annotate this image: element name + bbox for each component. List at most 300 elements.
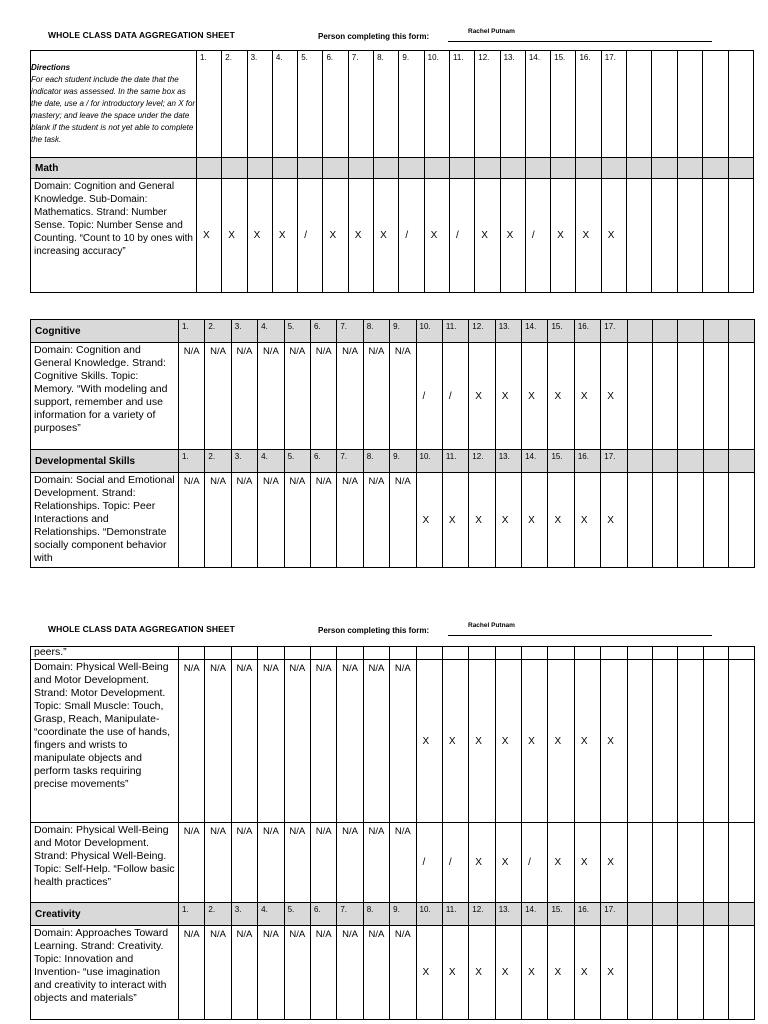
self-help-text: Domain: Physical Well-Being and Motor Development. Strand: Physical Well-Being. Topic: Self-Help. “Follow basic health practices” [31,823,179,903]
cognitive-mark-10: / [416,343,442,450]
continuation-cell-4 [258,647,284,660]
self-help-mark-10: / [416,823,442,903]
blank-cell [653,926,678,1020]
blank-cell [729,473,754,568]
fine-motor-mark-6: N/A [310,660,336,823]
developmental-indicator-row [31,473,755,568]
blank-cell [678,343,703,450]
directions-row [31,51,754,158]
column-number-8: 8. [363,903,389,926]
math-header-row [31,158,754,179]
blank-cell [627,903,652,926]
continuation-table [30,646,755,1020]
column-number-9: 9. [390,320,416,343]
developmental-mark-15: X [548,473,574,568]
math-indicator-text: Domain: Cognition and General Knowledge. Sub-Domain: Mathematics. Strand: Number Sense. Topic: Number Sense and Counting. “Count to 10 by ones with increasing accuracy” [31,179,197,293]
blank-cell [653,320,678,343]
column-number-16: 16. [574,450,600,473]
math-header-cell-1 [197,158,222,179]
column-number-6: 6. [310,903,336,926]
math-mark-11: / [449,179,474,293]
developmental-mark-6: N/A [310,473,336,568]
column-number-13: 13. [495,903,521,926]
math-header-cell-13 [500,158,525,179]
self-help-mark-8: N/A [363,823,389,903]
blank-cell [653,647,678,660]
developmental-label: Developmental Skills [31,450,179,473]
fine-motor-mark-3: N/A [231,660,257,823]
math-mark-7: X [348,179,373,293]
cognitive-mark-8: N/A [363,343,389,450]
column-number-6: 6. [310,320,336,343]
self-help-mark-6: N/A [310,823,336,903]
blank-cell [627,320,652,343]
continuation-cell-17 [601,647,627,660]
cognitive-mark-2: N/A [205,343,231,450]
sheet-title: WHOLE CLASS DATA AGGREGATION SHEET [48,30,235,40]
developmental-mark-8: N/A [363,473,389,568]
creativity-mark-14: X [522,926,548,1020]
column-number-6: 6. [323,51,348,158]
creativity-mark-13: X [495,926,521,1020]
column-number-15: 15. [548,450,574,473]
column-number-11: 11. [449,51,474,158]
column-number-3: 3. [231,450,257,473]
math-header-cell-3 [247,158,272,179]
blank-cell [729,647,754,660]
blank-cell [653,823,678,903]
column-number-17: 17. [601,320,627,343]
column-number-5: 5. [284,450,310,473]
fine-motor-mark-2: N/A [205,660,231,823]
creativity-mark-5: N/A [284,926,310,1020]
creativity-mark-3: N/A [231,926,257,1020]
blank-cell [678,660,703,823]
column-number-10: 10. [424,51,449,158]
creativity-mark-7: N/A [337,926,363,1020]
blank-cell [627,343,652,450]
column-number-2: 2. [205,320,231,343]
person-line-2 [448,635,712,636]
blank-cell [729,926,754,1020]
creativity-header-row [31,903,755,926]
math-header-cell-2 [222,158,247,179]
blank-cell [703,51,728,158]
developmental-mark-14: X [522,473,548,568]
math-mark-10: X [424,179,449,293]
column-number-11: 11. [442,450,468,473]
cognitive-mark-6: N/A [310,343,336,450]
blank-cell [703,926,728,1020]
math-mark-1: X [197,179,222,293]
math-mark-16: X [576,179,601,293]
creativity-indicator-row [31,926,755,1020]
column-number-13: 13. [500,51,525,158]
developmental-mark-11: X [442,473,468,568]
fine-motor-text: Domain: Physical Well-Being and Motor Development. Strand: Motor Development. Topic: Small Muscle: Touch, Grasp, Reach, Manipulate- “coordinate the use of hands, fingers and wrists to manipulate objects and perform tasks requiring precise movements” [31,660,179,823]
blank-cell [729,660,754,823]
developmental-mark-16: X [574,473,600,568]
column-number-1: 1. [179,450,205,473]
blank-cell [677,179,702,293]
continuation-cell-16 [574,647,600,660]
self-help-mark-13: X [495,823,521,903]
column-number-12: 12. [475,51,500,158]
fine-motor-mark-9: N/A [390,660,416,823]
math-mark-4: X [272,179,297,293]
math-mark-3: X [247,179,272,293]
blank-cell [729,823,754,903]
cognitive-mark-4: N/A [258,343,284,450]
continuation-text: peers.” [31,647,179,660]
cognitive-mark-15: X [548,343,574,450]
continuation-row [31,647,755,660]
creativity-label: Creativity [31,903,179,926]
fine-motor-mark-13: X [495,660,521,823]
continuation-cell-5 [284,647,310,660]
column-number-15: 15. [551,51,576,158]
cognitive-mark-7: N/A [337,343,363,450]
creativity-mark-17: X [601,926,627,1020]
column-number-1: 1. [179,320,205,343]
blank-cell [653,473,678,568]
developmental-mark-2: N/A [205,473,231,568]
creativity-mark-16: X [574,926,600,1020]
creativity-mark-10: X [416,926,442,1020]
creativity-indicator-text: Domain: Approaches Toward Learning. Strand: Creativity. Topic: Innovation and Invention- “use imagination and creativity to interact with objects and materials” [31,926,179,1020]
blank-cell [678,903,703,926]
column-number-7: 7. [348,51,373,158]
math-label: Math [31,158,197,179]
self-help-mark-2: N/A [205,823,231,903]
blank-cell [652,158,677,179]
blank-cell [703,903,728,926]
creativity-mark-12: X [469,926,495,1020]
continuation-cell-14 [522,647,548,660]
developmental-mark-9: N/A [390,473,416,568]
continuation-cell-1 [179,647,205,660]
person-line [448,41,712,42]
math-mark-13: X [500,179,525,293]
developmental-mark-10: X [416,473,442,568]
column-number-1: 1. [197,51,222,158]
cognitive-mark-5: N/A [284,343,310,450]
continuation-cell-12 [469,647,495,660]
column-number-15: 15. [548,903,574,926]
column-number-16: 16. [574,320,600,343]
column-number-14: 14. [522,450,548,473]
blank-cell [677,51,702,158]
cognitive-table [30,319,755,568]
math-header-cell-17 [601,158,626,179]
blank-cell [729,450,754,473]
fine-motor-mark-5: N/A [284,660,310,823]
math-mark-5: / [298,179,323,293]
column-number-2: 2. [205,903,231,926]
blank-cell [728,158,753,179]
self-help-mark-5: N/A [284,823,310,903]
cognitive-mark-13: X [495,343,521,450]
column-number-14: 14. [522,903,548,926]
continuation-cell-3 [231,647,257,660]
developmental-mark-4: N/A [258,473,284,568]
blank-cell [653,660,678,823]
blank-cell [703,647,728,660]
blank-cell [627,473,652,568]
column-number-13: 13. [495,450,521,473]
math-mark-15: X [551,179,576,293]
blank-cell [703,179,728,293]
creativity-mark-1: N/A [179,926,205,1020]
blank-cell [728,179,753,293]
column-number-6: 6. [310,450,336,473]
math-mark-6: X [323,179,348,293]
column-number-9: 9. [390,903,416,926]
column-number-5: 5. [284,903,310,926]
column-number-2: 2. [205,450,231,473]
directions-text: For each student include the date that the indicator was assessed. In the same box as the date, use a / for introductory level; an X for mastery; and leave the space under the date blank if the student is not yet able to complete the task. [31,75,196,144]
cognitive-indicator-row [31,343,755,450]
math-header-cell-14 [525,158,550,179]
column-number-17: 17. [601,903,627,926]
cognitive-label: Cognitive [31,320,179,343]
cognitive-mark-1: N/A [179,343,205,450]
creativity-mark-15: X [548,926,574,1020]
fine-motor-mark-4: N/A [258,660,284,823]
fine-motor-mark-12: X [469,660,495,823]
developmental-mark-12: X [469,473,495,568]
blank-cell [653,343,678,450]
self-help-mark-15: X [548,823,574,903]
math-header-cell-6 [323,158,348,179]
fine-motor-mark-15: X [548,660,574,823]
fine-motor-mark-1: N/A [179,660,205,823]
column-number-5: 5. [284,320,310,343]
fine-motor-mark-17: X [601,660,627,823]
cognitive-mark-3: N/A [231,343,257,450]
cognitive-mark-14: X [522,343,548,450]
cognitive-mark-17: X [601,343,627,450]
developmental-mark-5: N/A [284,473,310,568]
continuation-cell-8 [363,647,389,660]
directions-cell [31,51,197,158]
blank-cell [678,647,703,660]
column-number-7: 7. [337,450,363,473]
self-help-mark-4: N/A [258,823,284,903]
blank-cell [652,51,677,158]
self-help-mark-11: / [442,823,468,903]
column-number-16: 16. [574,903,600,926]
column-number-2: 2. [222,51,247,158]
column-number-4: 4. [258,450,284,473]
creativity-mark-8: N/A [363,926,389,1020]
continuation-cell-10 [416,647,442,660]
person-name-2: Rachel Putnam [468,622,515,629]
column-number-11: 11. [442,320,468,343]
blank-cell [729,343,754,450]
column-number-14: 14. [522,320,548,343]
column-number-7: 7. [337,320,363,343]
blank-cell [627,450,652,473]
developmental-mark-17: X [601,473,627,568]
blank-cell [703,473,728,568]
self-help-mark-12: X [469,823,495,903]
blank-cell [627,660,652,823]
blank-cell [677,158,702,179]
column-number-3: 3. [231,903,257,926]
person-name: Rachel Putnam [468,28,515,35]
math-header-cell-9 [399,158,424,179]
continuation-cell-7 [337,647,363,660]
math-header-cell-12 [475,158,500,179]
blank-cell [652,179,677,293]
blank-cell [627,158,652,179]
cognitive-header-row [31,320,755,343]
self-help-mark-9: N/A [390,823,416,903]
self-help-mark-1: N/A [179,823,205,903]
math-header-cell-11 [449,158,474,179]
column-number-12: 12. [469,903,495,926]
cognitive-mark-12: X [469,343,495,450]
column-number-8: 8. [363,320,389,343]
creativity-mark-6: N/A [310,926,336,1020]
creativity-mark-4: N/A [258,926,284,1020]
blank-cell [703,660,728,823]
column-number-13: 13. [495,320,521,343]
blank-cell [653,903,678,926]
fine-motor-row [31,660,755,823]
continuation-cell-15 [548,647,574,660]
continuation-cell-2 [205,647,231,660]
fine-motor-mark-16: X [574,660,600,823]
developmental-mark-3: N/A [231,473,257,568]
column-number-16: 16. [576,51,601,158]
math-header-cell-7 [348,158,373,179]
self-help-mark-14: / [522,823,548,903]
column-number-3: 3. [247,51,272,158]
column-number-9: 9. [399,51,424,158]
column-number-8: 8. [363,450,389,473]
math-mark-2: X [222,179,247,293]
blank-cell [653,450,678,473]
blank-cell [703,450,728,473]
column-number-4: 4. [258,903,284,926]
sheet-title-2: WHOLE CLASS DATA AGGREGATION SHEET [48,624,235,634]
column-number-1: 1. [179,903,205,926]
blank-cell [678,926,703,1020]
continuation-cell-13 [495,647,521,660]
blank-cell [627,51,652,158]
cognitive-mark-16: X [574,343,600,450]
self-help-mark-3: N/A [231,823,257,903]
column-number-15: 15. [548,320,574,343]
blank-cell [627,179,652,293]
column-number-12: 12. [469,320,495,343]
column-number-14: 14. [525,51,550,158]
directions-heading: Directions [31,63,71,72]
blank-cell [627,823,652,903]
math-mark-14: / [525,179,550,293]
fine-motor-mark-14: X [522,660,548,823]
self-help-mark-7: N/A [337,823,363,903]
cognitive-indicator-text: Domain: Cognition and General Knowledge. Strand: Cognitive Skills. Topic: Memory. “With modeling and support, remember and use information for a variety of purposes” [31,343,179,450]
blank-cell [703,320,728,343]
creativity-mark-2: N/A [205,926,231,1020]
column-number-9: 9. [390,450,416,473]
column-number-11: 11. [442,903,468,926]
self-help-mark-17: X [601,823,627,903]
column-number-8: 8. [374,51,399,158]
math-mark-9: / [399,179,424,293]
developmental-mark-7: N/A [337,473,363,568]
continuation-cell-9 [390,647,416,660]
column-number-3: 3. [231,320,257,343]
math-mark-8: X [374,179,399,293]
blank-cell [703,823,728,903]
column-number-17: 17. [601,450,627,473]
math-header-cell-5 [298,158,323,179]
cognitive-mark-11: / [442,343,468,450]
fine-motor-mark-8: N/A [363,660,389,823]
column-number-4: 4. [272,51,297,158]
math-indicator-row [31,179,754,293]
blank-cell [678,320,703,343]
math-table [30,50,754,293]
person-label-2: Person completing this form: [318,626,430,635]
self-help-row [31,823,755,903]
continuation-cell-11 [442,647,468,660]
column-number-10: 10. [416,320,442,343]
cognitive-mark-9: N/A [390,343,416,450]
person-label: Person completing this form: [318,32,430,41]
math-header-cell-8 [374,158,399,179]
blank-cell [729,320,754,343]
continuation-cell-6 [310,647,336,660]
fine-motor-mark-7: N/A [337,660,363,823]
developmental-mark-1: N/A [179,473,205,568]
self-help-mark-16: X [574,823,600,903]
math-header-cell-16 [576,158,601,179]
math-mark-12: X [475,179,500,293]
blank-cell [678,823,703,903]
math-header-cell-15 [551,158,576,179]
column-number-10: 10. [416,450,442,473]
column-number-17: 17. [601,51,626,158]
fine-motor-mark-10: X [416,660,442,823]
column-number-10: 10. [416,903,442,926]
column-number-7: 7. [337,903,363,926]
developmental-mark-13: X [495,473,521,568]
math-header-cell-4 [272,158,297,179]
column-number-12: 12. [469,450,495,473]
creativity-mark-11: X [442,926,468,1020]
math-mark-17: X [601,179,626,293]
blank-cell [678,450,703,473]
blank-cell [703,343,728,450]
creativity-mark-9: N/A [390,926,416,1020]
math-header-cell-10 [424,158,449,179]
fine-motor-mark-11: X [442,660,468,823]
blank-cell [627,647,652,660]
blank-cell [678,473,703,568]
column-number-4: 4. [258,320,284,343]
blank-cell [728,51,753,158]
blank-cell [627,926,652,1020]
developmental-header-row [31,450,755,473]
blank-cell [703,158,728,179]
column-number-5: 5. [298,51,323,158]
developmental-indicator-text: Domain: Social and Emotional Development. Strand: Relationships. Topic: Peer Interactions and Relationships. “Demonstrate socially component behavior with [31,473,179,568]
